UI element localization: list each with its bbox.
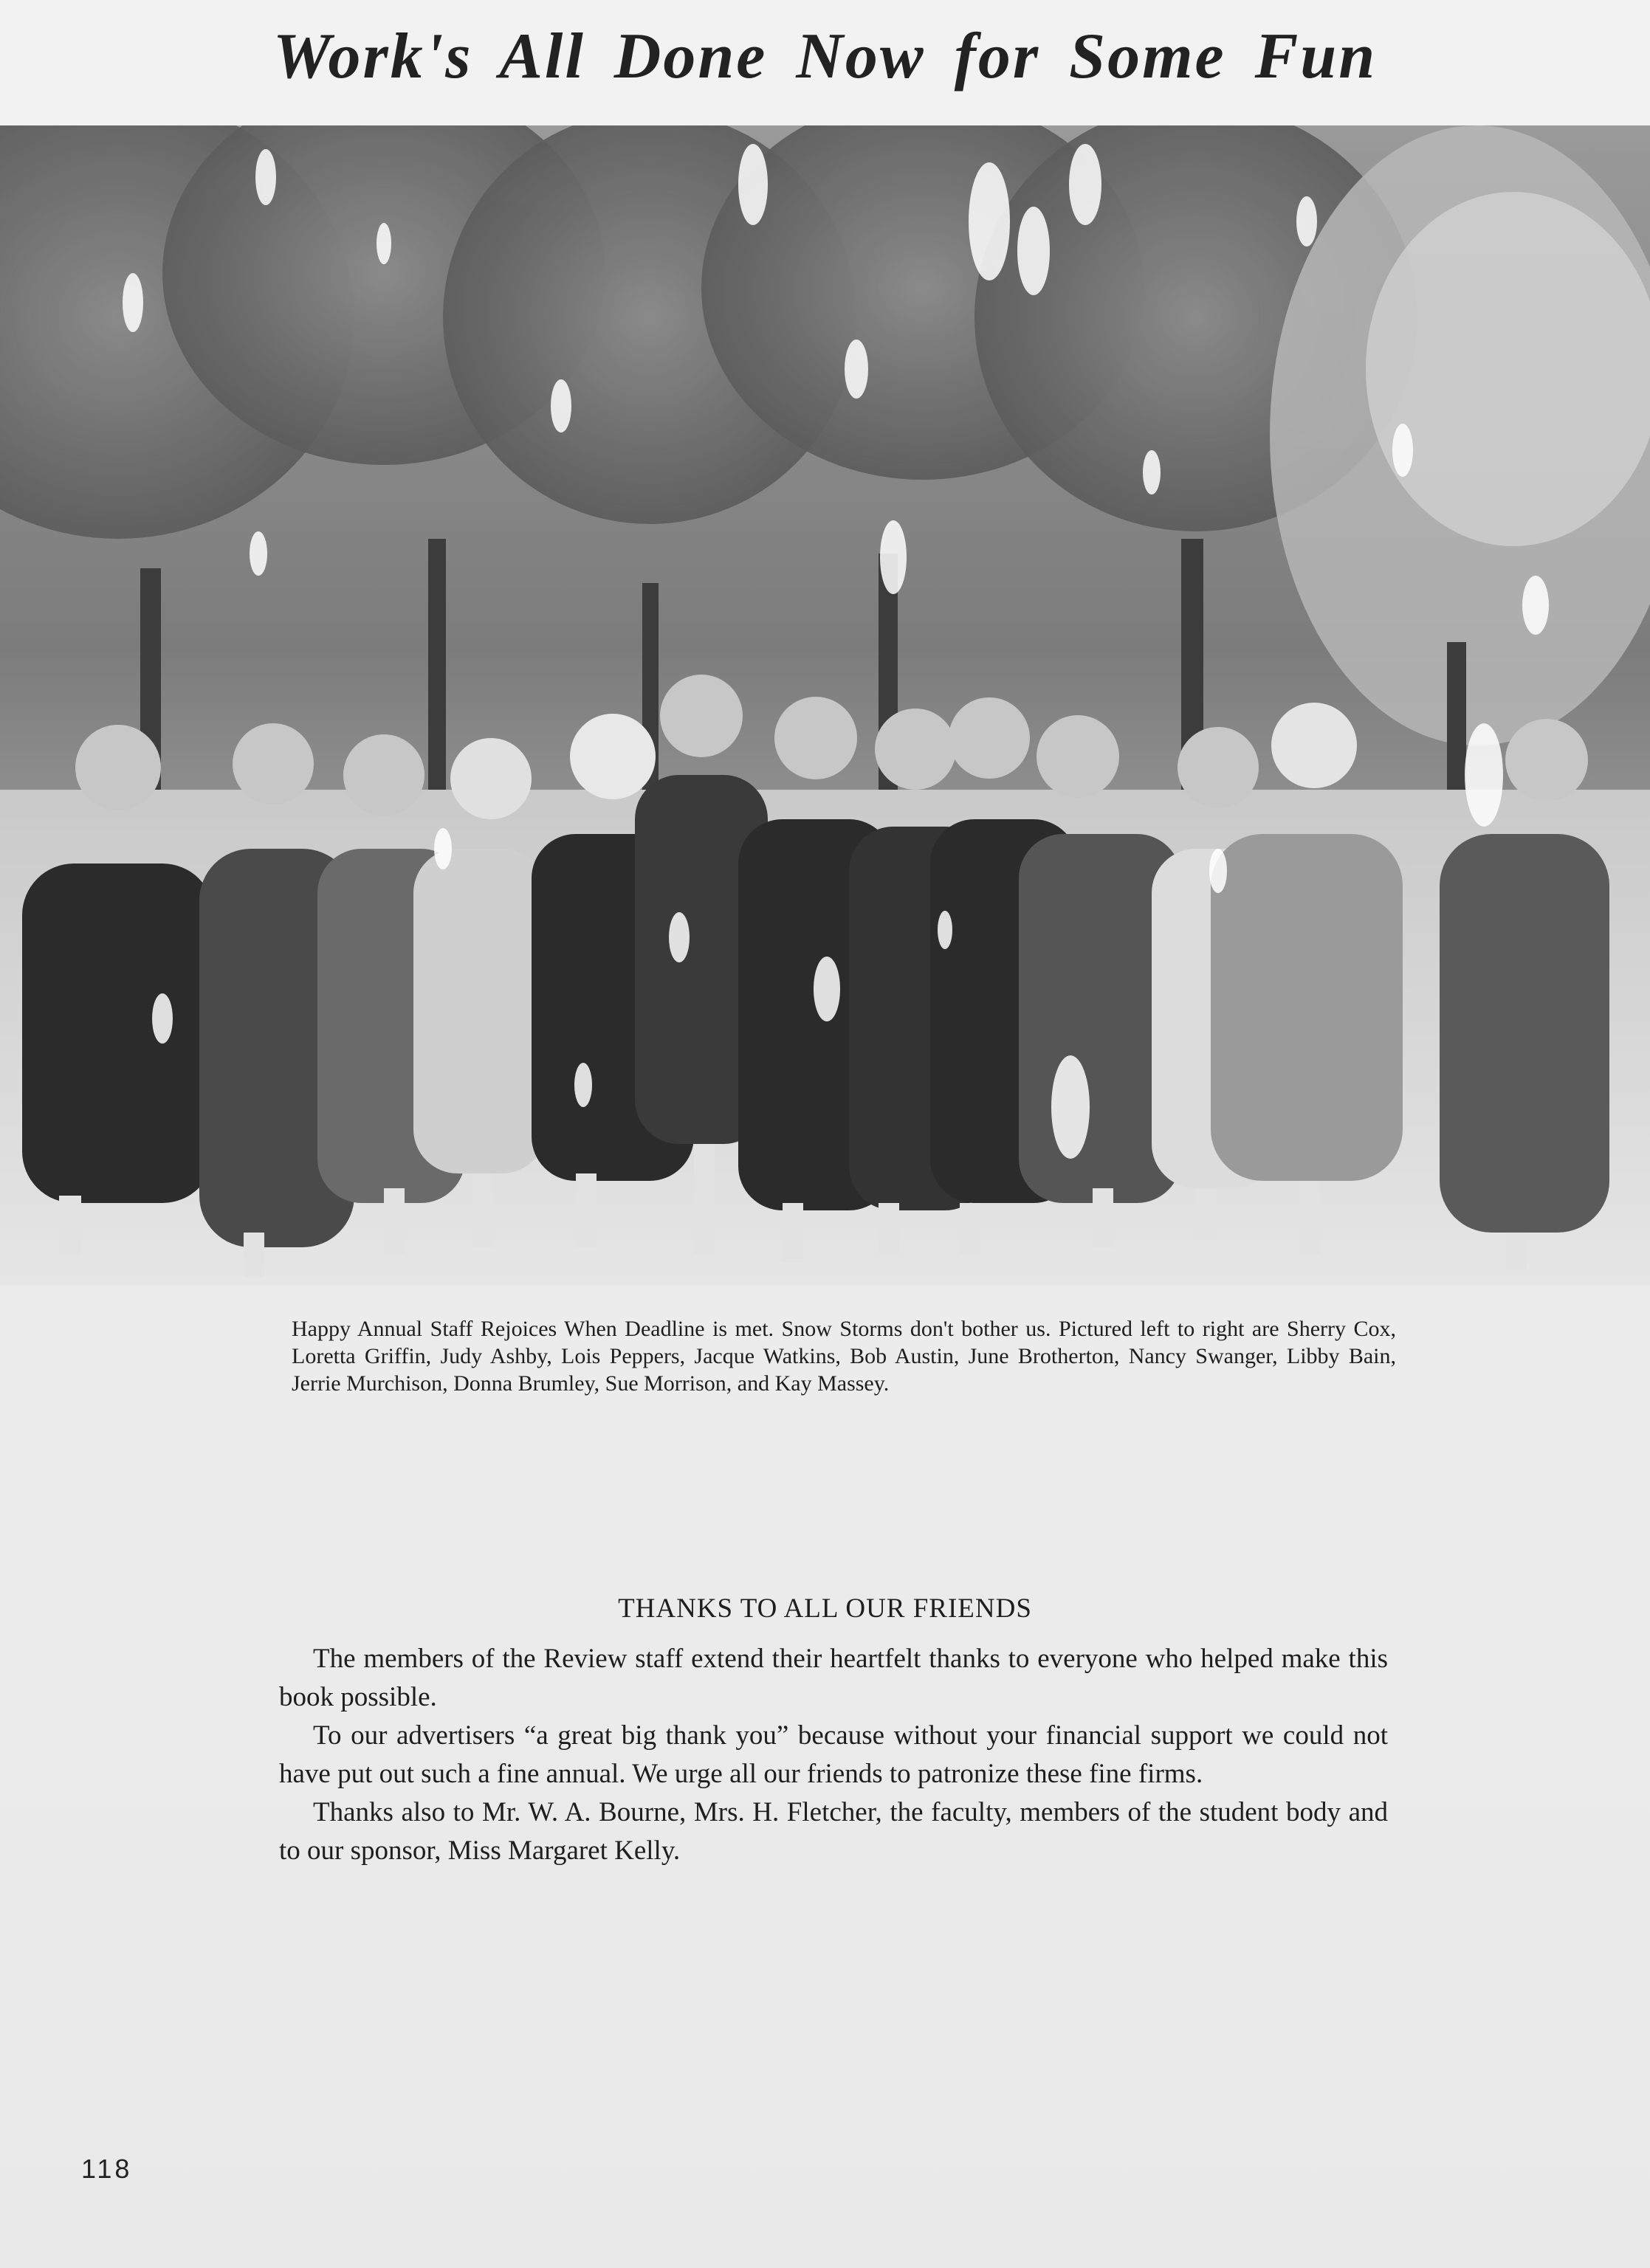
page-title: Work's All Done Now for Some Fun [272, 21, 1378, 92]
page-number: 118 [81, 2154, 133, 2184]
staff-snow-photo [0, 125, 1650, 1286]
photo-caption: Happy Annual Staff Rejoices When Deadline is met. Snow Storms don't bother us. Pictured left to right are Sherry Cox, Loretta Griffin, Judy Ashby, Lois Peppers, Jacque Watkins, Bob Austin, June Brotherton, Nancy Swanger, Libby Bain, Jerrie Murchison, Donna Brumley, Sue Morrison, and Kay Massey. [292, 1317, 1396, 1396]
thanks-paragraph: Thanks also to Mr. W. A. Bourne, Mrs. H. Fletcher, the faculty, members of the student body and to our sponsor, Miss Margaret Kelly. [279, 1797, 1388, 1866]
photo-illustration [0, 125, 1650, 1286]
thanks-heading: THANKS TO ALL OUR FRIENDS [618, 1593, 1032, 1624]
thanks-body [279, 1640, 1388, 1870]
thanks-paragraph: To our advertisers “a great big thank you” because without your financial support we could not have put out such a fine annual. We urge all our friends to patronize these fine firms. [279, 1720, 1388, 1789]
thanks-paragraph: The members of the Review staff extend their heartfelt thanks to everyone who helped make this book possible. [279, 1644, 1388, 1712]
